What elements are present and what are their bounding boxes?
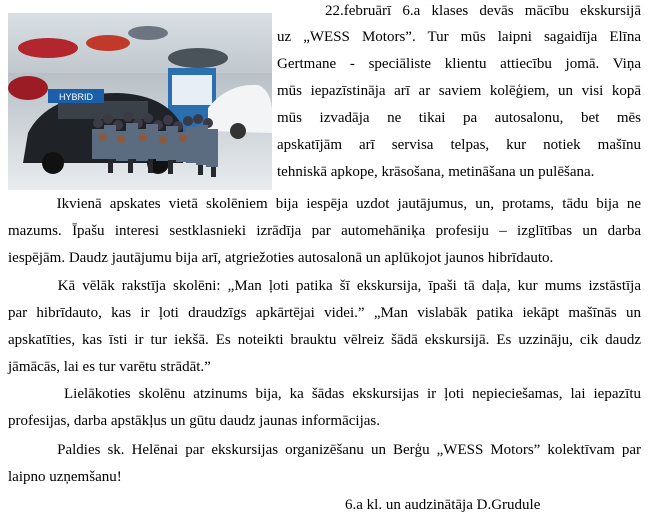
p1-line-5: mūs izvadāja ne tikai pa autosalonu, bet mēs [277, 110, 641, 126]
showroom-photo-icon [8, 13, 272, 190]
p4-line-2: profesijas, darba apstākļus un gūtu daudz jaunas informācijas. [8, 413, 380, 429]
p1-line-6: apskatījām arī servisa telpas, kur notiek mašīnu [277, 137, 641, 153]
group-photo [8, 13, 272, 190]
p3-line-3: apskatīties, kas īsti ir tur iekšā. Es noteikti brauktu vēlreiz šādā ekskursijā. Es uzzināju, cik daudz [8, 332, 641, 348]
p2-line-2: mazums. Īpašu interesi sestklasnieki izrādīja par automehāniķa profesiju – izglītības un darba [8, 223, 641, 239]
signature: 6.a kl. un audzinātāja D.Grudule [345, 497, 541, 513]
p1-line-7: tehniskā apkope, krāsošana, metināšana un pulēšana. [277, 164, 595, 180]
p3-line-1: Kā vēlāk rakstīja skolēni: „Man ļoti patika šī ekskursija, īpaši tā daļa, kur mums izstāstīja [8, 278, 641, 294]
p1-line-2: uz „WESS Motors”. Tur mūs laipni sagaidīja Elīna [277, 29, 641, 45]
p1-line-1: 22.februārī 6.a klases devās mācību ekskursijā [325, 3, 641, 19]
banner-text: HYBRID [58, 92, 94, 102]
p5-line-2: laipno uzņemšanu! [8, 469, 122, 485]
p2-line-3: iespējām. Daudz jautājumu bija arī, atgriežoties autosalonā un aplūkojot jaunos hibrīdauto. [8, 250, 554, 266]
p4-line-1: Lielākoties skolēnu atzinums bija, ka šādas ekskursijas ir ļoti nepieciešamas, lai iepazītu [8, 386, 641, 402]
p1-line-4: mūs iepazīstināja arī ar saviem kolēģiem, un visi kopā [277, 83, 641, 99]
p3-line-4: jāmācās, lai es tur varētu strādāt.” [8, 359, 211, 375]
p5-line-1: Paldies sk. Helēnai par ekskursijas organizēšanu un Berģu „WESS Motors” kolektīvam par [8, 442, 641, 458]
p1-line-3: Gertmane - speciāliste klientu attiecību jomā. Viņa [277, 56, 641, 72]
p2-line-1: Ikvienā apskates vietā skolēniem bija iespēja uzdot jautājumus, un, protams, tādu bija ne [8, 196, 641, 212]
p3-line-2: par hibrīdauto, kas ir ļoti draudzīgs apkārtējai videi.” „Man vislabāk patika iekāpt mašīnās un [8, 305, 641, 321]
